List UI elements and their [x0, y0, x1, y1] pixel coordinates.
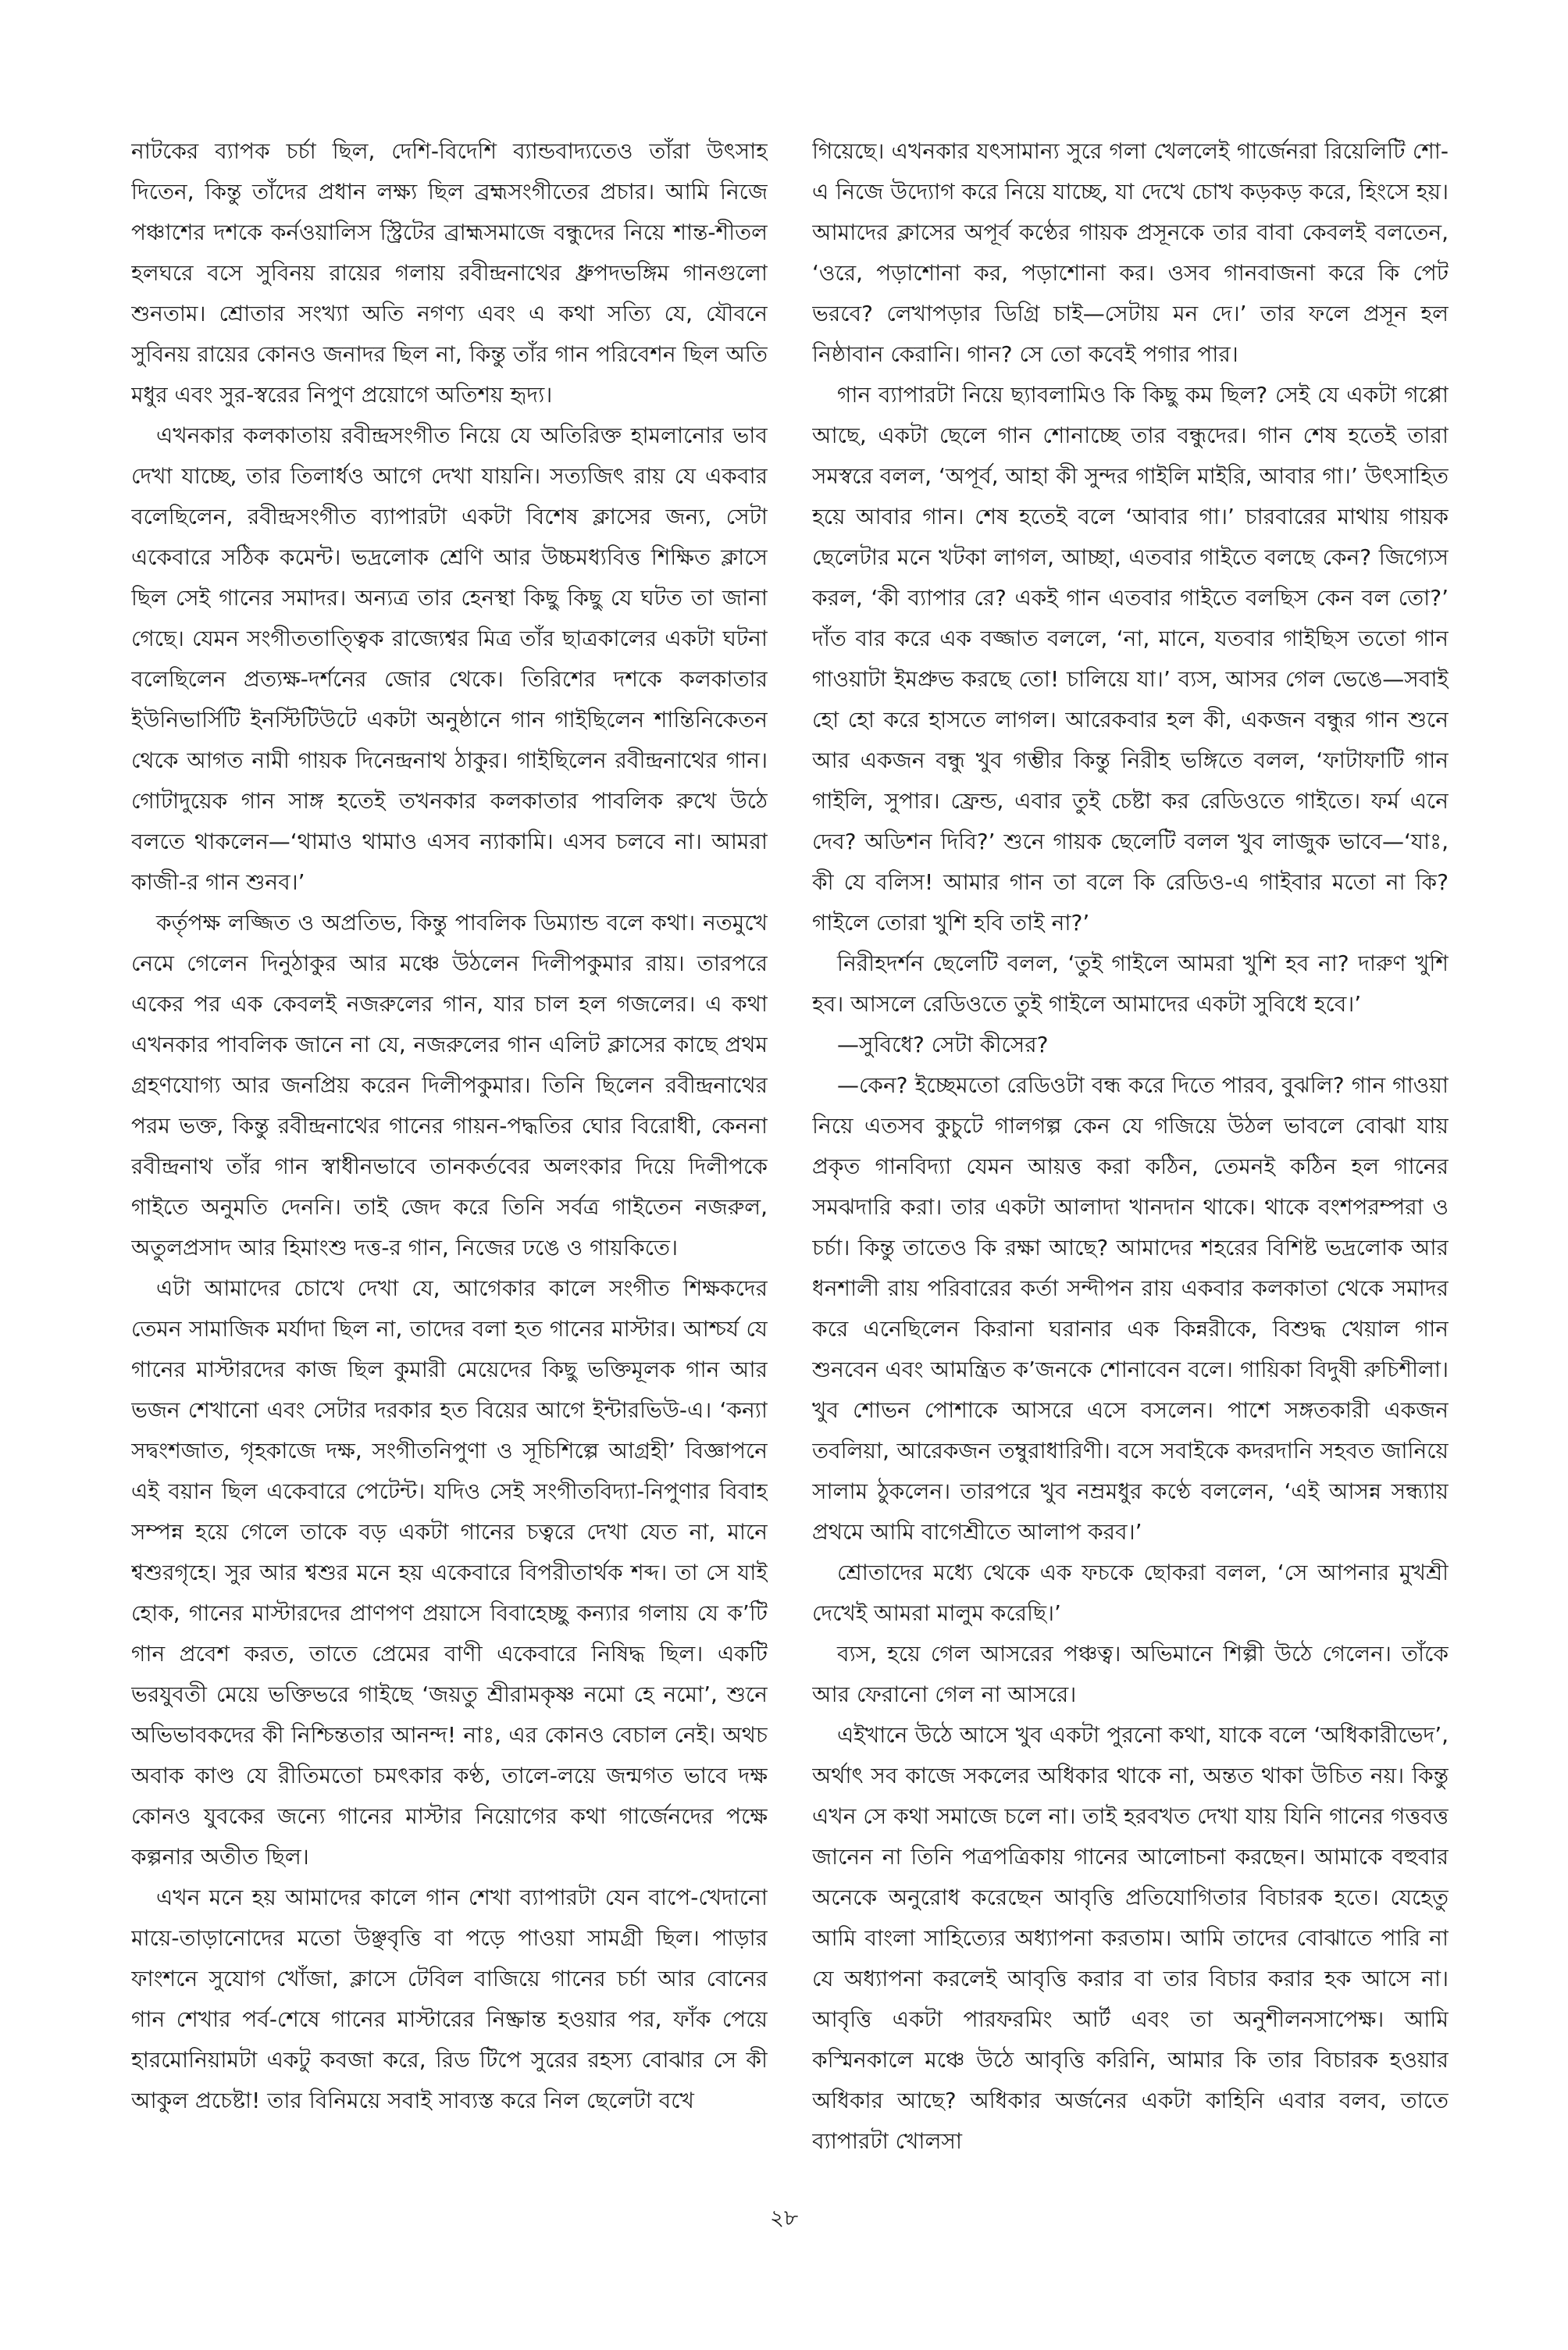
page-number: ২৮ [769, 2205, 799, 2231]
paragraph: এখনকার কলকাতায় রবীন্দ্রসংগীত নিয়ে যে অতিরিক্ত হামলানোর ভাব দেখা যাচ্ছে, তার তিলার্ধও আগে দেখা যায়নি। সত্যজিৎ রায় যে একবার বলেছিলেন, রবীন্দ্রসংগীত ব্যাপারটা একটা বিশেষ ক্লাসের জন্য, সেটা একেবারে সঠিক কমেন্ট। ভদ্রলোক শ্রেণি আর উচ্চমধ্যবিত্ত শিক্ষিত ক্লাসে ছিল সেই গানের সমাদর। অন্যত্র তার হেনস্থা কিছু কিছু যে ঘটত তা জানা গেছে। যেমন সংগীততাত্ত্বিক রাজ্যেশ্বর মিত্র তাঁর ছাত্রকালের একটা ঘটনা বলেছিলেন প্রত্যক্ষ-দর্শনের জোর থেকে। তিরিশের দশকে কলকাতার ইউনিভার্সিটি ইনস্টিটিউটে একটা অনুষ্ঠানে গান গাইছিলেন শান্তিনিকেতন থেকে আগত নামী গায়ক দিনেন্দ্রনাথ ঠাকুর। গাইছিলেন রবীন্দ্রনাথের গান। গোটাদুয়েক গান সাঙ্গ হতেই তখনকার কলকাতার পাবলিক রুখে উঠে বলতে থাকলেন—‘থামাও থামাও এসব ন্যাকামি। এসব চলবে না। আমরা কাজী-র গান শুনব।’ [131, 423, 768, 895]
right-column [812, 131, 1449, 2162]
paragraph: এইখানে উঠে আসে খুব একটা পুরনো কথা, যাকে বলে ‘অধিকারীভেদ’, অর্থাৎ সব কাজে সকলের অধিকার থাকে না, অন্তত থাকা উচিত নয়। কিন্তু এখন সে কথা সমাজে চলে না। তাই হরবখত দেখা যায় যিনি গানের গত্তবত্ত জানেন না তিনি পত্রপত্রিকায় গানের আলোচনা করছেন। আমাকে বহুবার অনেকে অনুরোধ করেছেন আবৃত্তি প্রতিযোগিতার বিচারক হতে। যেহেতু আমি বাংলা সাহিত্যের অধ্যাপনা করতাম। আমি তাদের বোঝাতে পারি না যে অধ্যাপনা করলেই আবৃত্তি করার বা তার বিচার করার হক আসে না। আবৃত্তি একটা পারফরমিং আর্ট এবং তা অনুশীলনসাপেক্ষ। আমি কস্মিনকালে মঞ্চে উঠে আবৃত্তি করিনি, আমার কি তার বিচারক হওয়ার অধিকার আছে? অধিকার অর্জনের একটা কাহিনি এবার বলব, তাতে ব্যাপারটা খোলসা [812, 1722, 1449, 2154]
paragraph: —কেন? ইচ্ছেমতো রেডিওটা বন্ধ করে দিতে পারব, বুঝলি? গান গাওয়া নিয়ে এতসব কুচুটে গালগল্প কেন যে গজিয়ে উঠল ভাবলে বোঝা যায় প্রকৃত গানবিদ্যা যেমন আয়ত্ত করা কঠিন, তেমনই কঠিন হল গানের সমঝদারি করা। তার একটা আলাদা খানদান থাকে। থাকে বংশপরম্পরা ও চর্চা। কিন্তু তাতেও কি রক্ষা আছে? আমাদের শহরের বিশিষ্ট ভদ্রলোক আর ধনশালী রায় পরিবারের কর্তা সন্দীপন রায় একবার কলকাতা থেকে সমাদর করে এনেছিলেন কিরানা ঘরানার এক কিন্নরীকে, বিশুদ্ধ খেয়াল গান শুনবেন এবং আমন্ত্রিত ক’জনকে শোনাবেন বলে। গায়িকা বিদুষী রুচিশীলা। খুব শোভন পোশাকে আসরে এসে বসলেন। পাশে সঙ্গতকারী একজন তবলিয়া, আরেকজন তম্বুরাধারিণী। বসে সবাইকে কদরদানি সহবত জানিয়ে সালাম ঠুকলেন। তারপরে খুব নম্রমধুর কণ্ঠে বললেন, ‘এই আসন্ন সন্ধ্যায় প্রথমে আমি বাগেশ্রীতে আলাপ করব।’ [812, 1072, 1449, 1545]
paragraph: এটা আমাদের চোখে দেখা যে, আগেকার কালে সংগীত শিক্ষকদের তেমন সামাজিক মর্যাদা ছিল না, তাদের বলা হত গানের মাস্টার। আশ্চর্য যে গানের মাস্টারদের কাজ ছিল কুমারী মেয়েদের কিছু ভক্তিমূলক গান আর ভজন শেখানো এবং সেটার দরকার হত বিয়ের আগে ইন্টারভিউ-এ। ‘কন্যা সদ্বংশজাত, গৃহকাজে দক্ষ, সংগীতনিপুণা ও সূচিশিল্পে আগ্রহী’ বিজ্ঞাপনে এই বয়ান ছিল একেবারে পেটেন্ট। যদিও সেই সংগীতবিদ্যা-নিপুণার বিবাহ সম্পন্ন হয়ে গেলে তাকে বড় একটা গানের চত্বরে দেখা যেত না, মানে শ্বশুরগৃহে। সুর আর শ্বশুর মনে হয় একেবারে বিপরীতার্থক শব্দ। তা সে যাই হোক, গানের মাস্টারদের প্রাণপণ প্রয়াসে বিবাহেচ্ছু কন্যার গলায় যে ক’টি গান প্রবেশ করত, তাতে প্রেমের বাণী একেবারে নিষিদ্ধ ছিল। একটি ভরযুবতী মেয়ে ভক্তিভরে গাইছে ‘জয়তু শ্রীরামকৃষ্ণ নমো হে নমো’, শুনে অভিভাবকদের কী নিশ্চিন্ততার আনন্দ! নাঃ, এর কোনও বেচাল নেই। অথচ অবাক কাণ্ড যে রীতিমতো চমৎকার কণ্ঠ, তালে-লয়ে জন্মগত ভাবে দক্ষ কোনও যুবকের জন্যে গানের মাস্টার নিয়োগের কথা গার্জেনদের পক্ষে কল্পনার অতীত ছিল। [131, 1275, 768, 1870]
paragraph: নিরীহদর্শন ছেলেটি বলল, ‘তুই গাইলে আমরা খুশি হব না? দারুণ খুশি হব। আসলে রেডিওতে তুই গাইলে আমাদের একটা সুবিধে হবে।’ [812, 950, 1449, 1017]
paragraph: গিয়েছে। এখনকার যৎসামান্য সুরে গলা খেললেই গার্জেনরা রিয়েলিটি শো-এ নিজে উদ্যোগ করে নিয়ে যাচ্ছে, যা দেখে চোখ কড়কড় করে, হিংসে হয়। আমাদের ক্লাসের অপূর্ব কণ্ঠের গায়ক প্রসূনকে তার বাবা কেবলই বলতেন, ‘ওরে, পড়াশোনা কর, পড়াশোনা কর। ওসব গানবাজনা করে কি পেট ভরবে? লেখাপড়ার ডিগ্রি চাই—সেটায় মন দে।’ তার ফলে প্রসূন হল নিষ্ঠাবান কেরানি। গান? সে তো কবেই পগার পার। [812, 138, 1449, 367]
paragraph: কর্তৃপক্ষ লজ্জিত ও অপ্রতিভ, কিন্তু পাবলিক ডিম্যান্ড বলে কথা। নতমুখে নেমে গেলেন দিনুঠাকুর আর মঞ্চে উঠলেন দিলীপকুমার রায়। তারপরে একের পর এক কেবলই নজরুলের গান, যার চাল হল গজলের। এ কথা এখনকার পাবলিক জানে না যে, নজরুলের গান এলিট ক্লাসের কাছে প্রথম গ্রহণযোগ্য আর জনপ্রিয় করেন দিলীপকুমার। তিনি ছিলেন রবীন্দ্রনাথের পরম ভক্ত, কিন্তু রবীন্দ্রনাথের গানের গায়ন-পদ্ধতির ঘোর বিরোধী, কেননা রবীন্দ্রনাথ তাঁর গান স্বাধীনভাবে তানকর্তবের অলংকার দিয়ে দিলীপকে গাইতে অনুমতি দেননি। তাই জেদ করে তিনি সর্বত্র গাইতেন নজরুল, অতুলপ্রসাদ আর হিমাংশু দত্ত-র গান, নিজের ঢঙে ও গায়কিতে। [131, 910, 768, 1261]
paragraph: ব্যস, হয়ে গেল আসরের পঞ্চত্ব। অভিমানে শিল্পী উঠে গেলেন। তাঁকে আর ফেরানো গেল না আসরে। [812, 1641, 1449, 1707]
paragraph: এখন মনে হয় আমাদের কালে গান শেখা ব্যাপারটা যেন বাপে-খেদানো মায়ে-তাড়ানোদের মতো উঞ্ছবৃত্তি বা পড়ে পাওয়া সামগ্রী ছিল। পাড়ার ফাংশনে সুযোগ খোঁজা, ক্লাসে টেবিল বাজিয়ে গানের চর্চা আর বোনের গান শেখার পর্ব-শেষে গানের মাস্টারের নিষ্ক্রান্ত হওয়ার পর, ফাঁক পেয়ে হারমোনিয়ামটা একটু কবজা করে, রিড টিপে সুরের রহস্য বোঝার সে কী আকুল প্রচেষ্টা! তার বিনিময়ে সবাই সাব্যস্ত করে নিল ছেলেটা বখে [131, 1885, 768, 2113]
paragraph: গান ব্যাপারটা নিয়ে ছ্যাবলামিও কি কিছু কম ছিল? সেই যে একটা গপ্পো আছে, একটা ছেলে গান শোনাচ্ছে তার বন্ধুদের। গান শেষ হতেই তারা সমস্বরে বলল, ‘অপূর্ব, আহা কী সুন্দর গাইলি মাইরি, আবার গা।’ উৎসাহিত হয়ে আবার গান। শেষ হতেই বলে ‘আবার গা।’ চারবারের মাথায় গায়ক ছেলেটার মনে খটকা লাগল, আচ্ছা, এতবার গাইতে বলছে কেন? জিগ্যেস করল, ‘কী ব্যাপার রে? একই গান এতবার গাইতে বলছিস কেন বল তো?’ দাঁত বার করে এক বজ্জাত বললে, ‘না, মানে, যতবার গাইছিস ততো গান গাওয়াটা ইমপ্রুভ করছে তো! চালিয়ে যা।’ ব্যস, আসর গেল ভেঙে—সবাই হো হো করে হাসতে লাগল। আরেকবার হল কী, একজন বন্ধুর গান শুনে আর একজন বন্ধু খুব গম্ভীর কিন্তু নিরীহ ভঙ্গিতে বলল, ‘ফাটাফাটি গান গাইলি, সুপার। ফ্রেন্ড, এবার তুই চেষ্টা কর রেডিওতে গাইতে। ফর্ম এনে দেব? অডিশন দিবি?’ শুনে গায়ক ছেলেটি বলল খুব লাজুক ভাবে—‘যাঃ, কী যে বলিস! আমার গান তা বলে কি রেডিও-এ গাইবার মতো না কি? গাইলে তোরা খুশি হবি তাই না?’ [812, 382, 1449, 936]
paragraph: শ্রোতাদের মধ্যে থেকে এক ফচকে ছোকরা বলল, ‘সে আপনার মুখশ্রী দেখেই আমরা মালুম করেছি।’ [812, 1560, 1449, 1626]
paragraph: —সুবিধে? সেটা কীসের? [837, 1032, 1049, 1057]
paragraph: নাটকের ব্যাপক চর্চা ছিল, দেশি-বিদেশি ব্যান্ডবাদ্যতেও তাঁরা উৎসাহ দিতেন, কিন্তু তাঁদের প্রধান লক্ষ্য ছিল ব্রহ্মসংগীতের প্রচার। আমি নিজে পঞ্চাশের দশকে কর্নওয়ালিস স্ট্রিটের ব্রাহ্মসমাজে বন্ধুদের নিয়ে শান্ত-শীতল হলঘরে বসে সুবিনয় রায়ের গলায় রবীন্দ্রনাথের ধ্রুপদভঙ্গিম গানগুলো শুনতাম। শ্রোতার সংখ্যা অতি নগণ্য এবং এ কথা সত্যি যে, যৌবনে সুবিনয় রায়ের কোনও জনাদর ছিল না, কিন্তু তাঁর গান পরিবেশন ছিল অতি মধুর এবং সুর-স্বরের নিপুণ প্রয়োগে অতিশয় হৃদ্য। [131, 138, 768, 408]
left-column [131, 131, 768, 2162]
